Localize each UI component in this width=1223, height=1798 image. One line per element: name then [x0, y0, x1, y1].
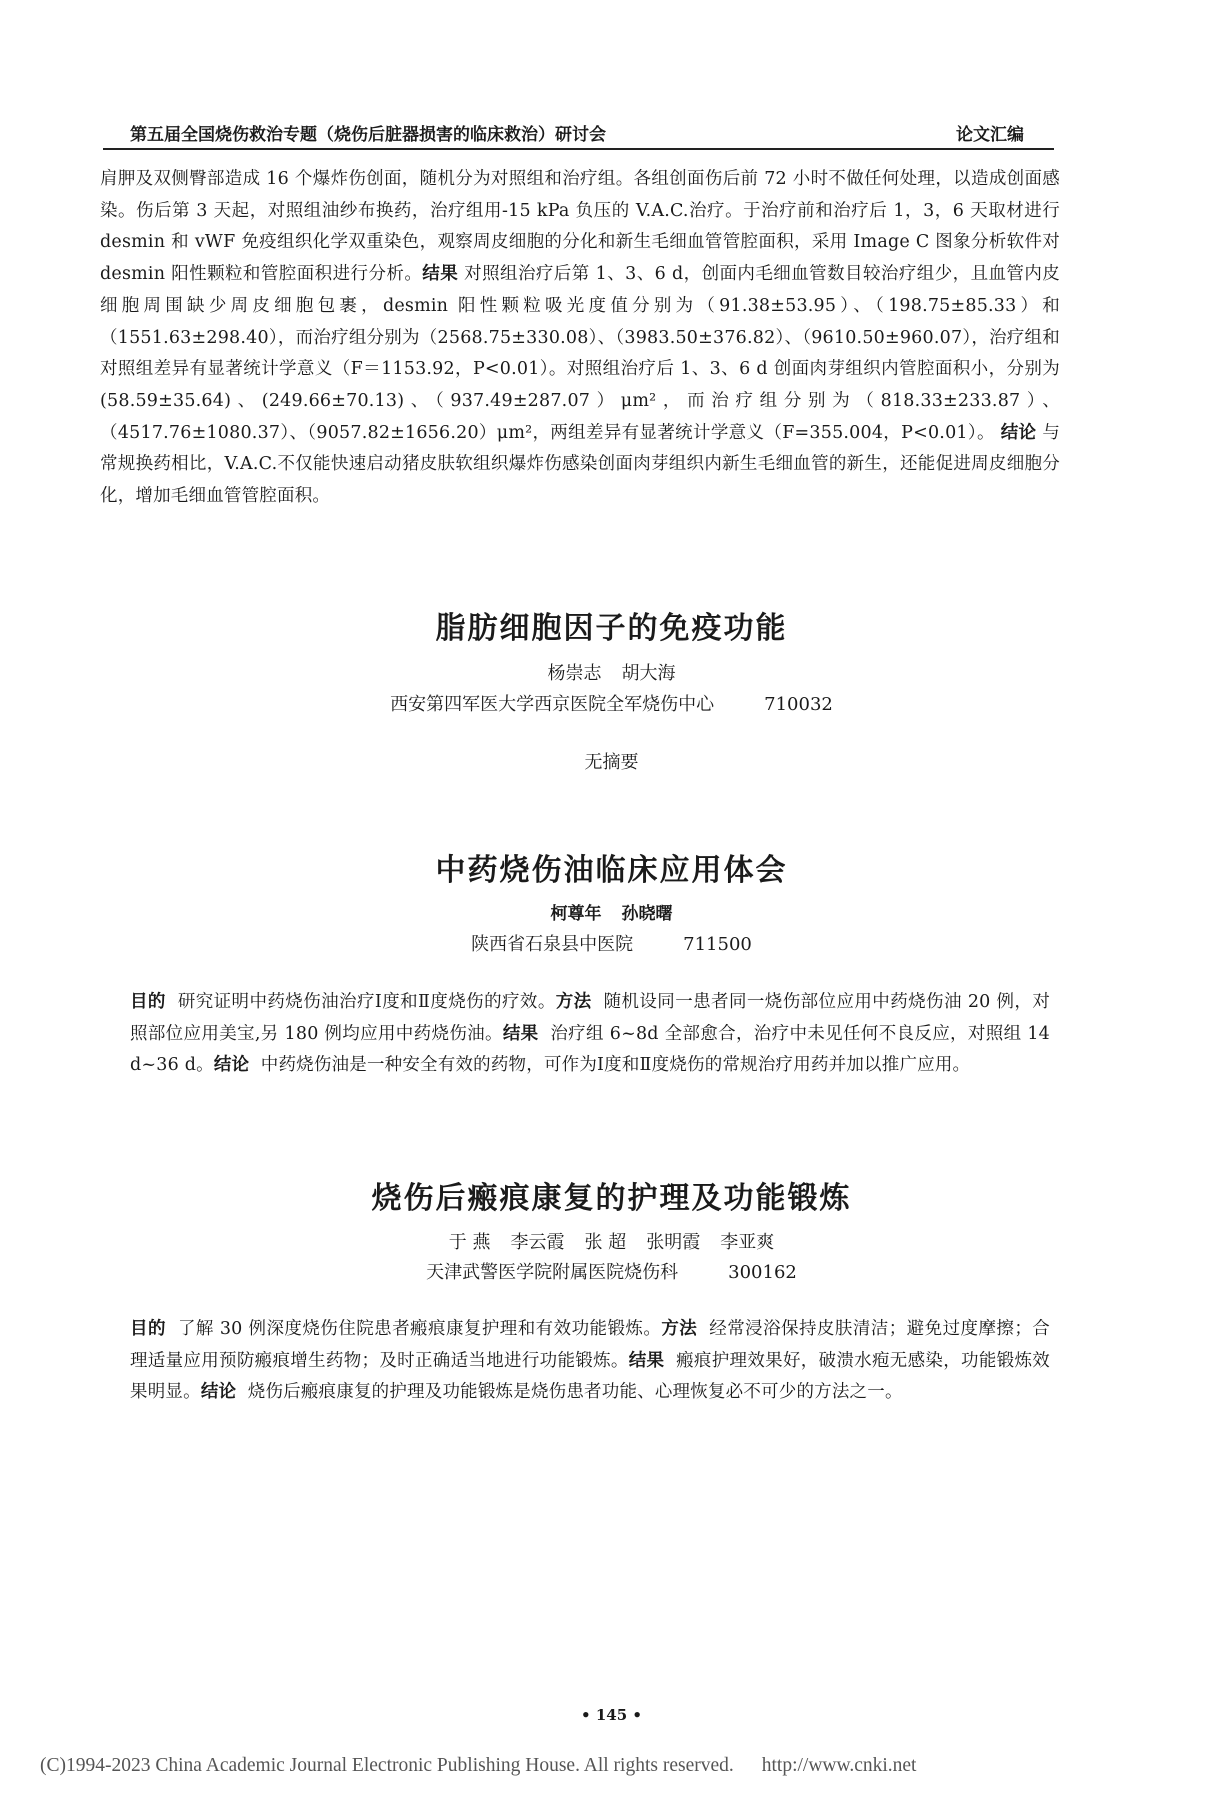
- author: 胡大海: [621, 663, 676, 684]
- copyright-text: (C)1994-2023 China Academic Journal Electronic Publishing House. All rights reserved.: [40, 1755, 734, 1776]
- page-number: • 145 •: [581, 1706, 642, 1724]
- copyright-footer: [40, 1755, 1200, 1777]
- author: 李云霞: [510, 1232, 565, 1253]
- prev-abstract-text: 肩胛及双侧臀部造成 16 个爆炸伤创面，随机分为对照组和治疗组。各组创面伤后前 72 小时不做任何处理，以造成创面感染。伤后第 3 天起，对照组油纱布换药，治疗组用-15 kPa 负压的 V.A.C.治疗。于治疗前和治疗后 1，3，6 天取材进行 desmin 和 vWF 免疫组织化学双重染色，观察周皮细胞的分化和新生毛细血管管腔面积，采用 Image C 图象分析软件对 desmin 阳性颗粒和管腔面积进行分析。: [100, 169, 1060, 285]
- footer-url[interactable]: http://www.cnki.net: [761, 1755, 917, 1776]
- objective-label: 目的: [130, 1319, 166, 1339]
- article2-authors: [0, 899, 1223, 924]
- conference-title: 第五届全国烧伤救治专题（烧伤后脏器损害的临床救治）研讨会: [130, 125, 606, 145]
- postcode: 711500: [683, 934, 752, 955]
- results-text: 治疗组 6~8d 全部愈合，治疗中未见任何不良反应，对照组 14 d~36 d。: [130, 1023, 1050, 1076]
- results-label: 结果: [628, 1350, 665, 1371]
- results-text: 瘢痕护理效果好，破溃水疱无感染，功能锻炼效果明显。: [130, 1350, 1050, 1403]
- article1-authors: [0, 659, 1223, 685]
- article1-title: 脂肪细胞因子的免疫功能: [435, 611, 788, 646]
- affiliation: 陕西省石泉县中医院: [471, 934, 634, 955]
- conclusion-label: 结论: [213, 1055, 250, 1076]
- author: 张 超: [584, 1232, 627, 1253]
- methods-label: 方法: [661, 1319, 698, 1339]
- section-label: 论文汇编: [956, 125, 1024, 145]
- postcode: 710032: [764, 694, 833, 715]
- article1-affiliation: [0, 690, 1223, 716]
- article1-note: 无摘要: [584, 752, 639, 773]
- author: 于 燕: [448, 1232, 491, 1253]
- conclusion-label: 结论: [200, 1382, 237, 1403]
- running-header: [103, 118, 1054, 150]
- affiliation: 西安第四军医大学西京医院全军烧伤中心: [390, 694, 715, 715]
- objective-text: 研究证明中药烧伤油治疗Ⅰ度和Ⅱ度烧伤的疗效。: [177, 992, 556, 1012]
- author: 柯尊年: [550, 904, 602, 924]
- affiliation: 天津武警医学院附属医院烧伤科: [426, 1262, 679, 1283]
- methods-text: 随机设同一患者同一烧伤部位应用中药烧伤油 20 例，对照部位应用美宝,另 180 例均应用中药烧伤油。: [130, 992, 1051, 1044]
- article3-title: 烧伤后瘢痕康复的护理及功能锻炼: [371, 1181, 852, 1216]
- prev-article-abstract: [100, 164, 1060, 513]
- article3-affiliation: [0, 1258, 1223, 1284]
- article2-affiliation: [0, 930, 1223, 956]
- postcode: 300162: [728, 1262, 797, 1283]
- article2-title: 中药烧伤油临床应用体会: [435, 853, 788, 888]
- conclusion-text: 与常规换药相比，V.A.C.不仅能快速启动猪皮肤软组织爆炸伤感染创面肉芽组织内新生毛细血管的新生，还能促进周皮细胞分化，增加毛细血管管腔面积。: [100, 422, 1061, 507]
- results-text: 对照组治疗后第 1、3、6 d，创面内毛细血管数目较治疗组少，且血管内皮细胞周围缺少周皮细胞包裹，desmin 阳性颗粒吸光度值分别为（91.38±53.95）、（198.75±85.33）和（1551.63±298.40），而治疗组分别为（2568.75±330.08）、（3983.50±376.82）、（9610.50±960.07），治疗组和对照组差异有显著统计学意义（F＝1153.92，P<0.01）。对照组治疗后 1、3、6 d 创面肉芽组织内管腔面积小，分别为(58.59±35.64)、(249.66±70.13)、（937.49±287.07）μm²，而治疗组分别为（818.33±233.87）、（4517.76±1080.37）、（9057.82±1656.20）μm²，两组差异有显著统计学意义（F=355.004，P<0.01）。: [100, 264, 1060, 443]
- conclusion-text: 中药烧伤油是一种安全有效的药物，可作为Ⅰ度和Ⅱ度烧伤的常规治疗用药并加以推广应用。: [260, 1055, 971, 1076]
- author: 张明霞: [646, 1232, 701, 1253]
- article3-abstract: [130, 1314, 1050, 1409]
- article3-authors: [0, 1228, 1223, 1254]
- results-label: 结果: [422, 264, 459, 285]
- methods-label: 方法: [555, 992, 592, 1012]
- author: 李亚爽: [720, 1232, 775, 1253]
- objective-label: 目的: [130, 992, 166, 1012]
- author: 杨崇志: [547, 663, 602, 684]
- objective-text: 了解 30 例深度烧伤住院患者瘢痕康复护理和有效功能锻炼。: [177, 1319, 662, 1339]
- conclusion-label: 结论: [1000, 422, 1037, 443]
- conclusion-text: 烧伤后瘢痕康复的护理及功能锻炼是烧伤患者功能、心理恢复必不可少的方法之一。: [247, 1382, 903, 1403]
- results-label: 结果: [502, 1023, 539, 1044]
- article2-abstract: [130, 987, 1050, 1082]
- methods-text: 经常浸浴保持皮肤清洁；避免过度摩擦；合理适量应用预防瘢痕增生药物；及时正确适当地进行功能锻炼。: [130, 1319, 1051, 1371]
- author: 孙晓曙: [621, 904, 673, 924]
